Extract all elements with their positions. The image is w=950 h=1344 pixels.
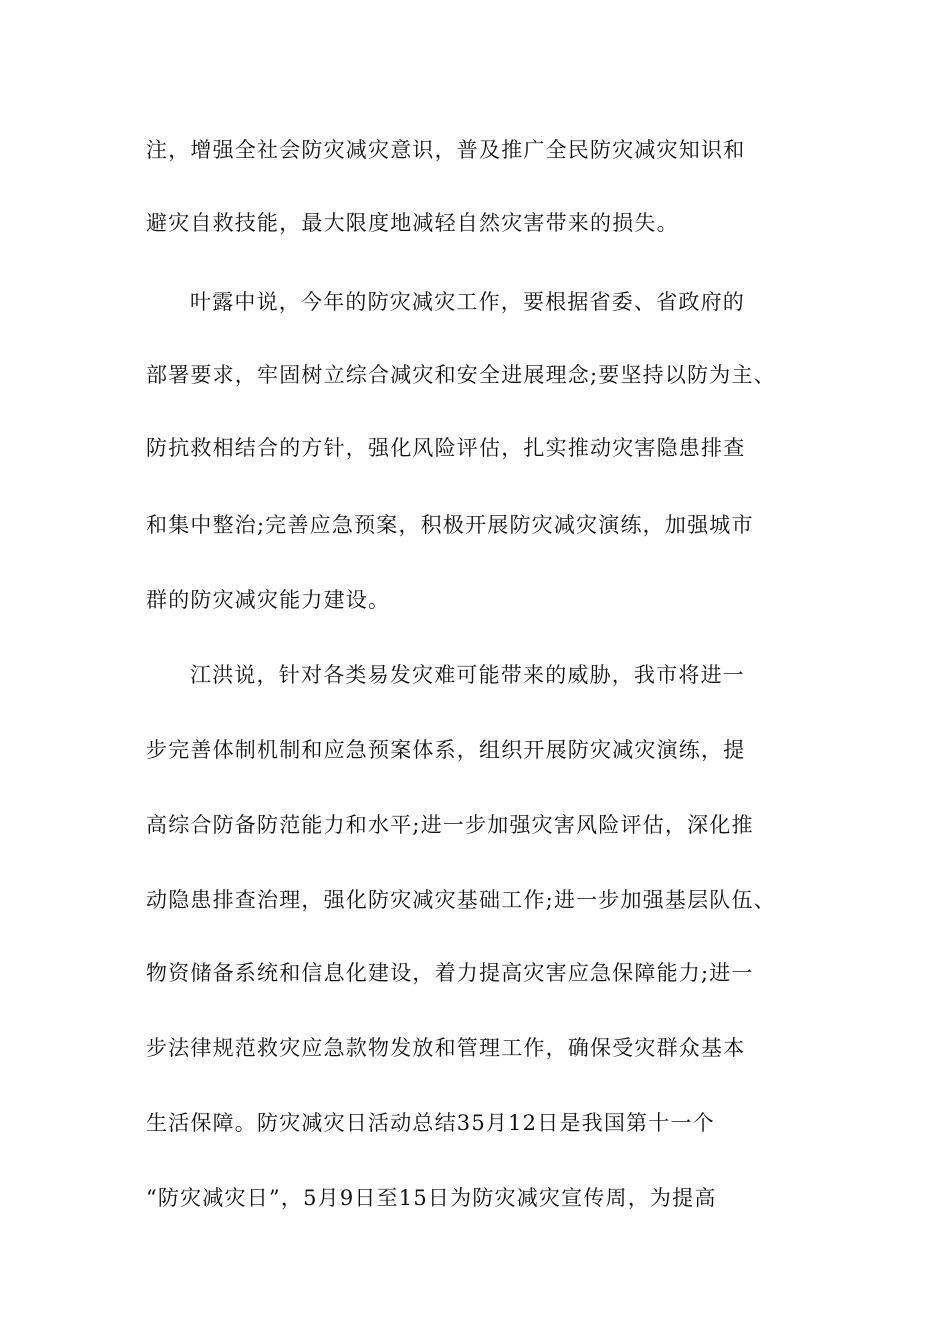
text-line: 部署要求，牢固树立综合减灾和安全进展理念;要坚持以防为主、 (146, 363, 776, 387)
text-line: 注，增强全社会防灾减灾意识，普及推广全民防灾减灾知识和 (146, 138, 746, 162)
text-line: 和集中整治;完善应急预案，积极开展防灾减灾演练，加强城市 (146, 513, 754, 537)
text-line: 动隐患排查治理，强化防灾减灾基础工作;进一步加强基层队伍、 (146, 888, 776, 912)
text-line: 步完善体制机制和应急预案体系，组织开展防灾减灾演练，提 (146, 738, 746, 762)
text-line: 生活保障。防灾减灾日活动总结35月12日是我国第十一个 (146, 1111, 715, 1135)
text-line: 群的防灾减灾能力建设。 (146, 588, 391, 612)
text-line: 物资储备系统和信息化建设，着力提高灾害应急保障能力;进一 (146, 961, 754, 985)
text-line: 步法律规范救灾应急款物发放和管理工作，确保受灾群众基本 (146, 1036, 746, 1060)
text-line: 防抗救相结合的方针，强化风险评估，扎实推动灾害隐患排查 (146, 436, 746, 460)
text-line: 高综合防备防范能力和水平;进一步加强灾害风险评估，深化推 (146, 813, 754, 837)
paragraph-first-line: 江洪说，针对各类易发灾难可能带来的威胁，我市将进一 (190, 663, 745, 687)
text-line: 避灾自救技能，最大限度地减轻自然灾害带来的损失。 (146, 211, 679, 235)
text-line: “防灾减灾日”，5月9日至15日为防灾减灾宣传周，为提高 (146, 1186, 717, 1210)
paragraph-first-line: 叶露中说，今年的防灾减灾工作，要根据省委、省政府的 (190, 290, 745, 314)
